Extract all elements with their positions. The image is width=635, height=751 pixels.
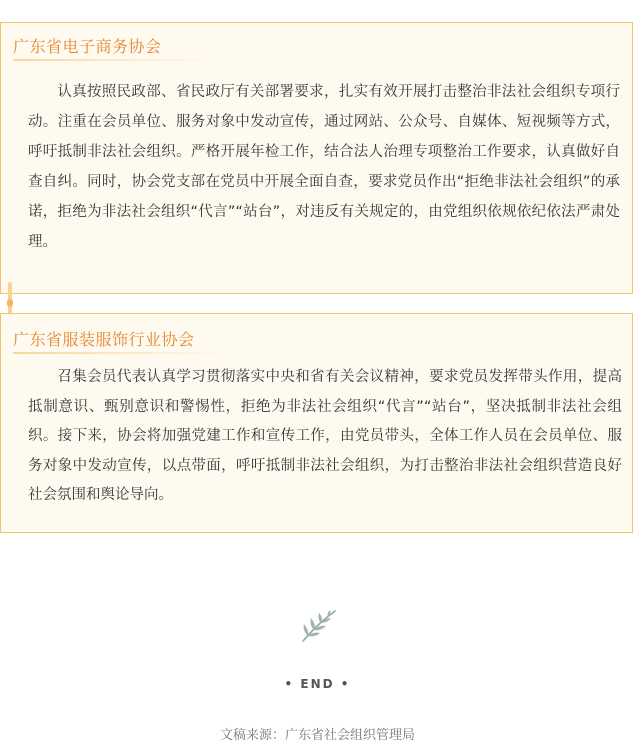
title-underline: [13, 352, 233, 354]
section-body: [28, 77, 620, 257]
section-body: [28, 363, 622, 511]
section-body-text: 认真按照民政部、省民政厅有关部署要求，扎实有效开展打击整治非法社会组织专项行动。注重在会员单位、服务对象中发动宣传，通过网站、公众号、自媒体、短视频等方式，呼吁抵制非法社会组织。严格开展年检工作，结合法人治理专项整治工作要求，认真做好自查自纠。同时，协会党支部在党员中开展全面自查，要求党员作出“拒绝非法社会组织”的承诺，拒绝为非法社会组织“代言”“站台”，对违反有关规定的，由党组织依规依纪依法严肃处理。: [28, 84, 620, 250]
section-title: 广东省电子商务协会: [13, 37, 162, 56]
section-body-text: 召集会员代表认真学习贯彻落实中央和省有关会议精神，要求党员发挥带头作用，提高抵制意识、甄别意识和警惕性，拒绝为非法社会组织“代言”“站台”，坚决抵制非法社会组织。接下来，协会将加强党建工作和宣传工作，由党员带头，全体工作人员在会员单位、服务对象中发动宣传，以点带面，呼吁抵制非法社会组织，为打击整治非法社会组织营造良好社会氛围和舆论导向。: [28, 369, 622, 503]
section-card-apparel: [0, 313, 633, 533]
section-card-ecommerce: [0, 22, 633, 294]
end-marker: • END •: [284, 677, 351, 691]
title-underline: [13, 59, 213, 61]
leaf-icon: [297, 608, 339, 644]
section-title: 广东省服装服饰行业协会: [13, 330, 195, 349]
source-credit: 文稿来源：广东省社会组织管理局: [219, 728, 415, 743]
